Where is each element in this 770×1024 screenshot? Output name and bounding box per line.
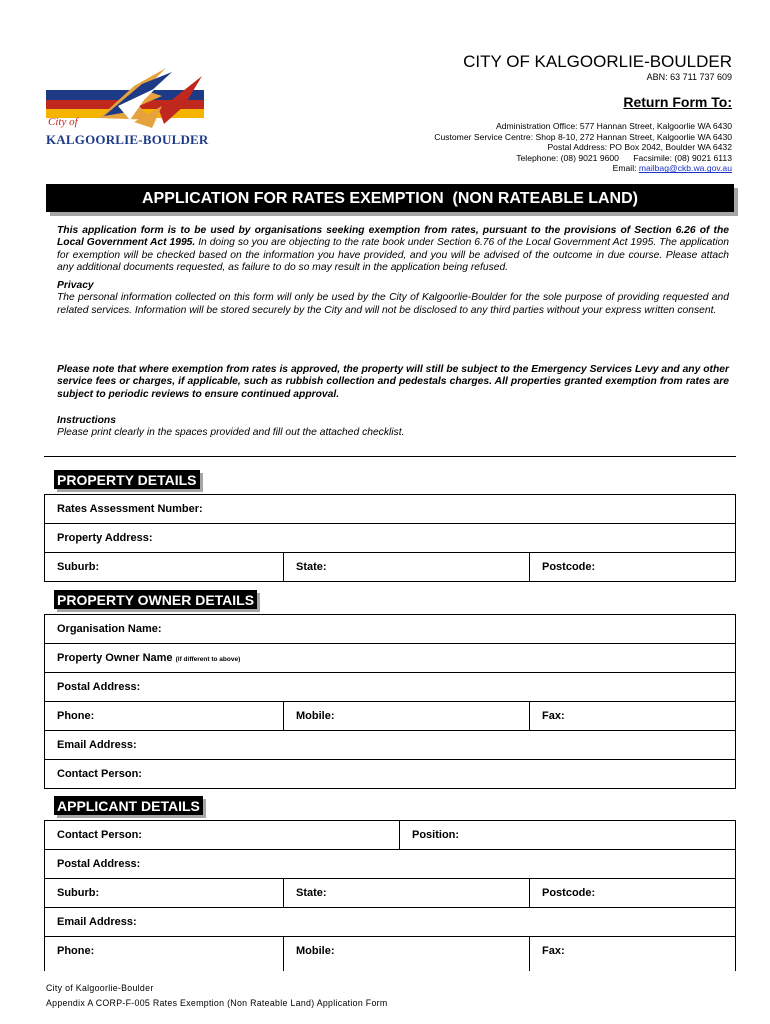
intro-paragraph: [57, 225, 729, 274]
form-title-banner: APPLICATION FOR RATES EXEMPTION (NON RATEABLE LAND): [46, 184, 734, 212]
intro-section: [57, 225, 729, 317]
address-line: Telephone: (08) 9021 9600 Facsimile: (08) 9021 6113: [516, 152, 732, 163]
page-footer: [46, 981, 388, 1011]
applicant-suburb-field[interactable]: Suburb:: [57, 887, 100, 899]
table-row: [45, 849, 735, 878]
table-row: [45, 701, 735, 730]
section-divider: [44, 456, 736, 457]
table-row: [45, 672, 735, 701]
privacy-heading: Privacy: [57, 280, 94, 292]
table-row: [45, 936, 735, 971]
owner-contact-field[interactable]: Contact Person:: [57, 768, 142, 780]
table-row: [45, 552, 735, 581]
applicant-state-field[interactable]: State:: [283, 879, 529, 907]
logo-city-text: City of: [48, 116, 78, 128]
table-row: [45, 495, 735, 523]
email-link[interactable]: mailbag@ckb.wa.gov.au: [638, 163, 732, 174]
intro-text: In doing so you are objecting to the rate book under Section 6.76 of the Local Government Act 1995. The application for exemption will be checked based on the information you have provided, and you will be advised of the outcome in due course. Please attach any additional documents requested, as failure to do so may result in the application being refused.: [57, 237, 729, 273]
instructions-section: [57, 415, 729, 440]
address-line: Customer Service Centre: Shop 8-10, 272 Hannan Street, Kalgoorlie WA 6430: [434, 131, 732, 142]
return-address-block: [434, 121, 732, 174]
logo-name-text: KALGOORLIE-BOULDER: [46, 132, 209, 147]
email-line: [434, 163, 732, 174]
property-details-table: [44, 494, 736, 582]
address-line: Administration Office: 577 Hannan Street, Kalgoorlie WA 6430: [496, 121, 732, 131]
table-row: [45, 643, 735, 672]
applicant-position-field[interactable]: Position:: [399, 821, 735, 849]
owner-name-field[interactable]: [45, 644, 735, 672]
table-row: [45, 730, 735, 759]
applicant-postcode-field[interactable]: Postcode:: [529, 879, 735, 907]
suburb-field[interactable]: Suburb:: [57, 561, 100, 573]
property-details-heading: PROPERTY DETAILS: [54, 470, 200, 489]
owner-phone-field[interactable]: Phone:: [57, 710, 95, 722]
applicant-fax-field[interactable]: Fax:: [529, 937, 735, 971]
organisation-name-field[interactable]: Organisation Name:: [57, 623, 162, 635]
footer-line: City of Kalgoorlie-Boulder: [46, 983, 154, 993]
state-field[interactable]: State:: [283, 553, 529, 581]
abn-number: ABN: 63 711 737 609: [646, 72, 732, 82]
table-row: [45, 907, 735, 936]
footer-line: Appendix A CORP-F-005 Rates Exemption (Non Rateable Land) Application Form: [46, 998, 388, 1008]
property-owner-table: [44, 614, 736, 789]
address-line: Postal Address: PO Box 2042, Boulder WA 6432: [547, 142, 732, 153]
table-row: [45, 523, 735, 552]
privacy-text: The personal information collected on this form will only be used by the City of Kalgoorlie-Boulder for the sole purpose of providing requested and related services. Information will be stored securely by the City and will not be disclosed to any third parties without your express written consent.: [57, 292, 729, 316]
instructions-text: Please print clearly in the spaces provided and fill out the attached checklist.: [57, 427, 405, 439]
applicant-contact-field[interactable]: Contact Person:: [57, 829, 142, 841]
owner-name-label: Property Owner Name: [57, 652, 173, 664]
exemption-note: Please note that where exemption from rates is approved, the property will still be subject to the Emergency Services Levy and any other service fees or charges, if applicable, such as rubbish collection and pedestals charges. All properties granted exemption from rates are subject to periodic reviews to ensure continued approval.: [57, 364, 729, 400]
property-address-field[interactable]: Property Address:: [57, 532, 153, 544]
intro-bold-text: This application form is to be used by organisations seeking exemption from rates, pursuant to the provisions of Section 6.26 of the Local Government Act 1995.: [57, 225, 729, 249]
owner-email-field[interactable]: Email Address:: [57, 739, 137, 751]
table-row: [45, 821, 735, 849]
table-row: [45, 878, 735, 907]
property-owner-heading: PROPERTY OWNER DETAILS: [54, 590, 257, 609]
table-row: [45, 615, 735, 643]
applicant-phone-field[interactable]: Phone:: [57, 945, 95, 957]
applicant-details-table: [44, 820, 736, 971]
instructions-heading: Instructions: [57, 415, 116, 426]
applicant-email-field[interactable]: Email Address:: [57, 916, 137, 928]
table-row: [45, 759, 735, 788]
email-label: Email:: [612, 163, 639, 174]
applicant-mobile-field[interactable]: Mobile:: [283, 937, 529, 971]
postcode-field[interactable]: Postcode:: [529, 553, 735, 581]
return-form-heading: Return Form To:: [623, 94, 732, 110]
applicant-postal-field[interactable]: Postal Address:: [57, 858, 141, 870]
owner-postal-address-field[interactable]: Postal Address:: [57, 681, 141, 693]
applicant-details-heading: APPLICANT DETAILS: [54, 796, 203, 815]
owner-mobile-field[interactable]: Mobile:: [283, 702, 529, 730]
rates-assessment-field[interactable]: Rates Assessment Number:: [57, 503, 203, 515]
organisation-title: CITY OF KALGOORLIE-BOULDER: [463, 52, 732, 71]
owner-name-note: (if different to above): [175, 656, 241, 663]
owner-fax-field[interactable]: Fax:: [529, 702, 735, 730]
